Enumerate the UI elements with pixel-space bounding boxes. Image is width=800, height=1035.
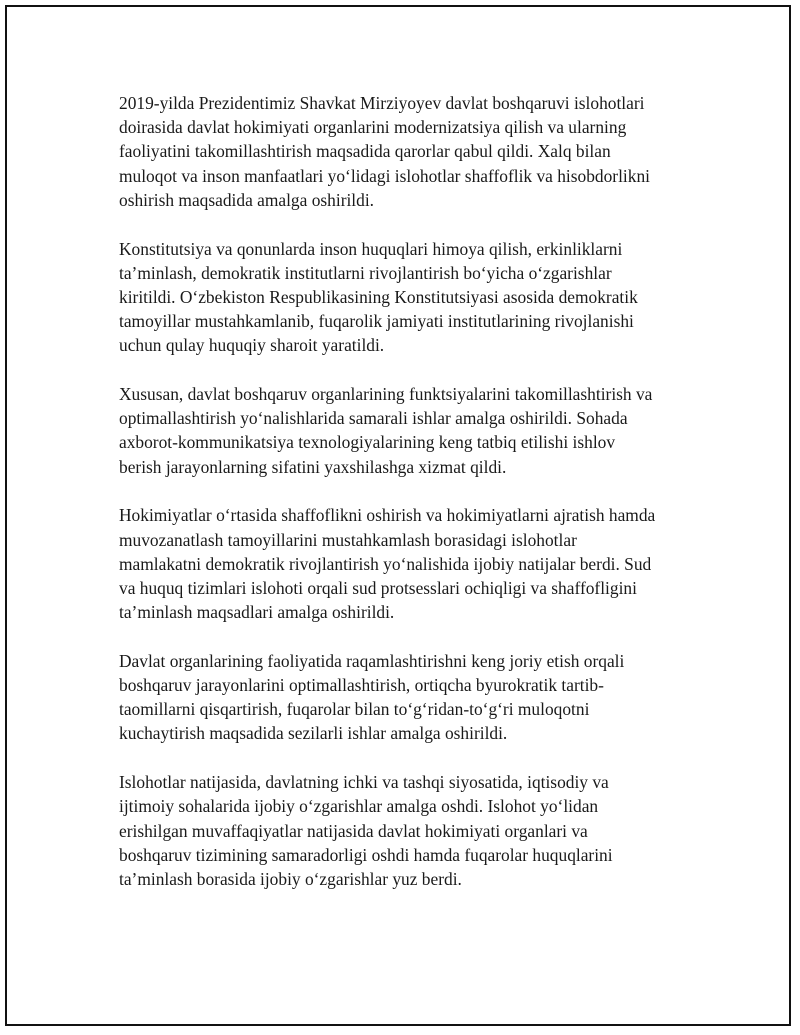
- paragraph-5: Davlat organlarining faoliyatida raqamlashtirishni keng joriy etish orqali boshqaruv jarayonlarini optimallashtirish, ortiqcha byurokratik tartib- taomillarni qisqartirish, fuqarolar bilan to‘g‘ridan-to‘g‘ri muloqotni kuchaytirish maqsadida sezilarli ishlar amalga oshirildi.: [119, 650, 625, 744]
- paragraph-4: Hokimiyatlar o‘rtasida shaffoflikni oshirish va hokimiyatlarni ajratish hamda muvozanatlash tamoyillarini mustahkamlash borasidagi islohotlar mamlakatni demokratik rivojlantirish yo‘nalishida ijobiy natijalar berdi. Sud va huquq tizimlari islohoti orqali sud protsesslari ochiqligi va shaffofligini ta’minlash maqsadlari amalga oshirildi.: [119, 505, 656, 623]
- paragraph-6: Islohotlar natijasida, davlatning ichki va tashqi siyosatida, iqtisodiy va ijtimoiy sohalarida ijobiy o‘zgarishlar amalga oshdi. Islohot yo‘lidan erishilgan muvaffaqiyatlar natijasida davlat hokimiyati organlari va boshqaruv tizimining samaradorligi oshdi hamda fuqarolar huquqlarini ta’minlash borasida ijobiy o‘zgarishlar yuz berdi.: [119, 772, 613, 889]
- document-body: [119, 91, 699, 916]
- paragraph-2: Konstitutsiya va qonunlarda inson huquqlari himoya qilish, erkinliklarni ta’minlash, demokratik institutlarni rivojlantirish bo‘yicha o‘zgarishlar kiritildi. O‘zbekiston Respublikasining Konstitutsiyasi asosida demokratik tamoyillar mustahkamlanib, fuqarolik jamiyati institutlarining rivojlanishi uchun qulay huquqiy sharoit yaratildi.: [119, 238, 638, 356]
- paragraph-1: 2019-yilda Prezidentimiz Shavkat Mirziyoyev davlat boshqaruvi islohotlari doirasida davlat hokimiyati organlarini modernizatsiya qilish va ularning faoliyatini takomillashtirish maqsadida qarorlar qabul qildi. Xalq bilan muloqot va inson manfaatlari yo‘lidagi islohotlar shaffoflik va hisobdorlikni oshirish maqsadida amalga oshirildi.: [119, 93, 650, 210]
- paragraph-3: Xususan, davlat boshqaruv organlarining funktsiyalarini takomillashtirish va optimallashtirish yo‘nalishlarida samarali ishlar amalga oshirildi. Sohada axborot-kommunikatsiya texnologiyalarining keng tatbiq etilishi ishlov berish jarayonlarning sifatini yaxshilashga xizmat qildi.: [119, 384, 653, 477]
- document-page: [5, 5, 791, 1026]
